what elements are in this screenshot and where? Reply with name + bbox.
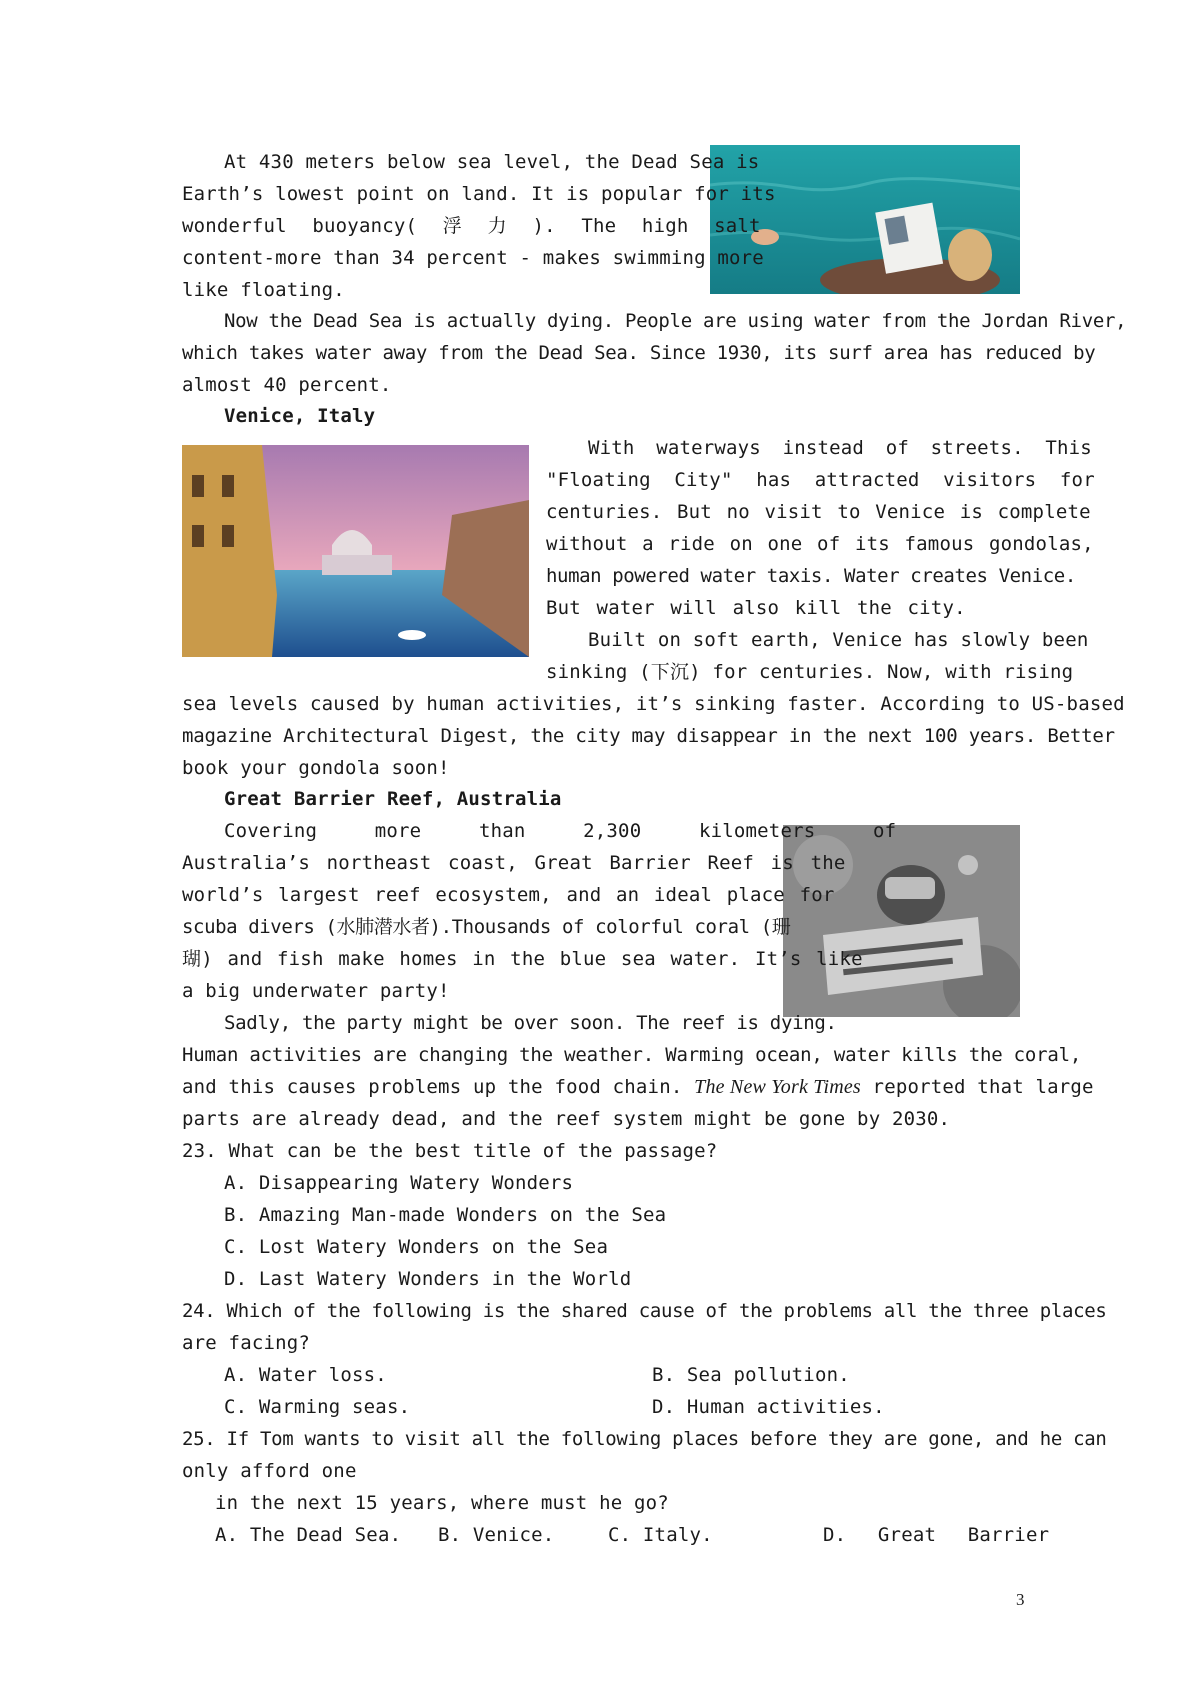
venice-p1-line-6: But water will also kill the city. [546, 597, 966, 619]
reef-p1-line-5: 瑚) and fish make homes in the blue sea water. It’s like [182, 948, 863, 970]
q25-stem-line-3: in the next 15 years, where must he go? [215, 1492, 669, 1514]
venice-p2-line-3: sea levels caused by human activities, it’s sinking faster. According to US-based [182, 693, 1125, 715]
q23-option-d: D. Last Watery Wonders in the World [224, 1268, 632, 1290]
dead-sea-p1-line-5: like floating. [182, 279, 345, 301]
dead-sea-p1-line-4: content-more than 34 percent - makes swimming more [182, 247, 764, 269]
dead-sea-p2-line-3: almost 40 percent. [182, 374, 392, 396]
venice-p1-line-2: "Floating City" has attracted visitors for [546, 469, 1095, 491]
reef-p2-line-3 [182, 1075, 1094, 1099]
venice-heading: Venice, Italy [224, 405, 376, 427]
reef-p2-line-3-pre: and this causes problems up the food chain. [182, 1076, 695, 1098]
reef-p2-line-4: parts are already dead, and the reef system might be gone by 2030. [182, 1108, 951, 1130]
venice-p2-line-4: magazine Architectural Digest, the city may disappear in the next 100 years. Better [182, 725, 1115, 747]
q24-option-d: D. Human activities. [652, 1396, 885, 1418]
venice-p1-line-1 [588, 436, 1092, 460]
venice-photo [182, 445, 529, 657]
q25-stem-line-1: 25. If Tom wants to visit all the following places before they are gone, and he can [182, 1428, 1107, 1450]
reef-p1-line-2: Australia’s northeast coast, Great Barrier Reef is the [182, 852, 846, 874]
dead-sea-p2-line-2: which takes water away from the Dead Sea. Since 1930, its surf area has reduced by [182, 342, 1096, 364]
venice-p2-line-2: sinking (下沉) for centuries. Now, with rising [546, 661, 1074, 683]
q24-option-c: C. Warming seas. [224, 1396, 411, 1418]
reef-heading: Great Barrier Reef, Australia [224, 788, 562, 810]
reef-p1-line-3: world’s largest reef ecosystem, and an ideal place for [182, 884, 835, 906]
dead-sea-p1-line-2: Earth’s lowest point on land. It is popular for its [182, 183, 776, 205]
q24-stem-line-2: are facing? [182, 1332, 311, 1354]
venice-p1-line-4: without a ride on one of its famous gondolas, [546, 533, 1094, 555]
q23-stem: 23. What can be the best title of the passage? [182, 1140, 718, 1162]
reef-p1-text-1: Covering more than 2,300 kilometers of [224, 820, 897, 842]
q24-stem-line-1: 24. Which of the following is the shared cause of the problems all the three places [182, 1300, 1107, 1322]
q24-option-a: A. Water loss. [224, 1364, 387, 1386]
reef-p1-line-4: scuba divers (水肺潜水者).Thousands of colorful coral (珊 [182, 916, 791, 938]
q23-option-a: A. Disappearing Watery Wonders [224, 1172, 574, 1194]
venice-p1-text-1: With waterways instead of streets. This [588, 437, 1092, 459]
venice-p2-line-1: Built on soft earth, Venice has slowly been [588, 629, 1089, 651]
reef-p2-line-2: Human activities are changing the weather. Warming ocean, water kills the coral, [182, 1044, 1082, 1066]
reef-p2-line-3-post: reported that large [860, 1076, 1094, 1098]
page-number: 3 [1016, 1590, 1025, 1609]
q23-option-c: C. Lost Watery Wonders on the Sea [224, 1236, 609, 1258]
dead-sea-p2-line-1: Now the Dead Sea is actually dying. People are using water from the Jordan River, [224, 310, 1127, 332]
dead-sea-p1-line-3: wonderful buoyancy( 浮 力 ). The high salt [182, 215, 761, 237]
q25-option-d: D. Great Barrier [823, 1524, 1050, 1546]
reef-p1-line-6: a big underwater party! [182, 980, 450, 1002]
q25-option-c: C. Italy. [608, 1524, 713, 1546]
venice-p1-line-3: centuries. But no visit to Venice is complete [546, 501, 1091, 523]
q25-option-a: A. The Dead Sea. [215, 1524, 402, 1546]
q25-option-b: B. Venice. [438, 1524, 555, 1546]
venice-p1-line-5: human powered water taxis. Water creates Venice. [546, 565, 1076, 587]
new-york-times-citation: The New York Times [694, 1076, 861, 1098]
reef-p1-line-1 [224, 819, 897, 843]
q23-option-b: B. Amazing Man-made Wonders on the Sea [224, 1204, 667, 1226]
reef-p2-line-1: Sadly, the party might be over soon. The reef is dying. [224, 1012, 837, 1034]
dead-sea-p1-line-1: At 430 meters below sea level, the Dead Sea is [224, 151, 760, 173]
venice-p2-line-5: book your gondola soon! [182, 757, 450, 779]
q24-option-b: B. Sea pollution. [652, 1364, 850, 1386]
q25-stem-line-2: only afford one [182, 1460, 357, 1482]
